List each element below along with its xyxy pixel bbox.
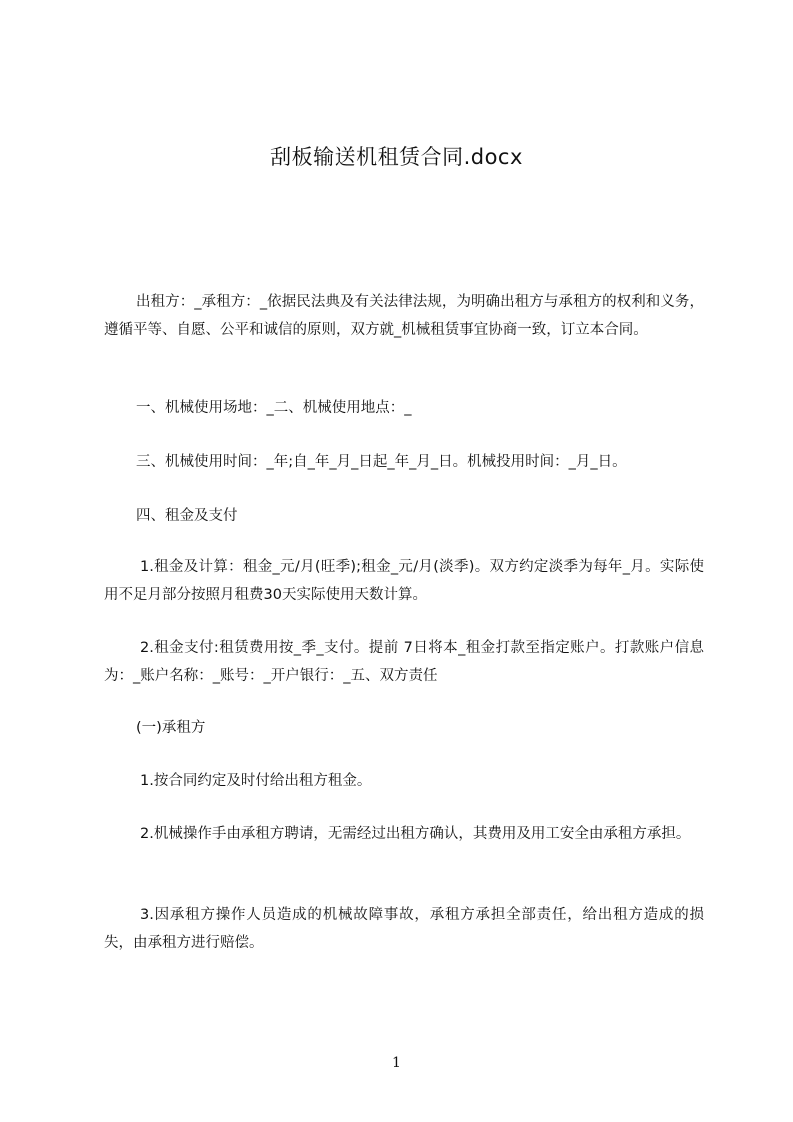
paragraph-rent-calc xyxy=(104,553,704,609)
paragraph-rent-payment xyxy=(104,634,704,690)
paragraph-text: 四、租金及支付 xyxy=(136,508,238,524)
paragraph-lessee-item-2 xyxy=(104,820,704,848)
paragraph-text: 2.租金支付:租赁费用按_季_支付。提前 7日将本_租金打款至指定账户。打款账户信息为：_账户名称：_账号：_开户银行：_五、双方责任 xyxy=(104,640,704,684)
paragraph-intro xyxy=(104,288,704,344)
paragraph-section-1-2 xyxy=(104,394,704,422)
paragraph-lessee-item-1 xyxy=(104,767,704,795)
paragraph-text: 2.机械操作手由承租方聘请，无需经过出租方确认，其费用及用工安全由承租方承担。 xyxy=(140,826,691,842)
paragraph-section-3 xyxy=(104,448,704,476)
page-number: 1 xyxy=(392,1055,401,1071)
paragraph-lessee-item-3 xyxy=(104,901,704,957)
paragraph-text: 3.因承租方操作人员造成的机械故障事故，承租方承担全部责任，给出租方造成的损失，由承租方进行赔偿。 xyxy=(104,907,704,951)
paragraph-section-4-heading xyxy=(104,502,704,530)
document-title: 刮板输送机租赁合同.docx xyxy=(270,145,523,169)
paragraph-text: 1.租金及计算：租金_元/月(旺季);租金_元/月(淡季)。双方约定淡季为每年_月。实际使用不足月部分按照月租费30天实际使用天数计算。 xyxy=(104,559,704,603)
paragraph-text: 一、机械使用场地：_二、机械使用地点：_ xyxy=(136,400,412,416)
paragraph-text: 1.按合同约定及时付给出租方租金。 xyxy=(140,773,372,789)
paragraph-text: 出租方：_承租方：_依据民法典及有关法律法规，为明确出租方与承租方的权利和义务，遵循平等、自愿、公平和诚信的原则，双方就_机械租赁事宜协商一致，订立本合同。 xyxy=(104,294,704,338)
paragraph-text: 三、机械使用时间：_年;自_年_月_日起_年_月_日。机械投用时间：_月_日。 xyxy=(136,454,627,470)
paragraph-lessee-heading xyxy=(104,714,704,742)
paragraph-text: (一)承租方 xyxy=(136,720,206,736)
